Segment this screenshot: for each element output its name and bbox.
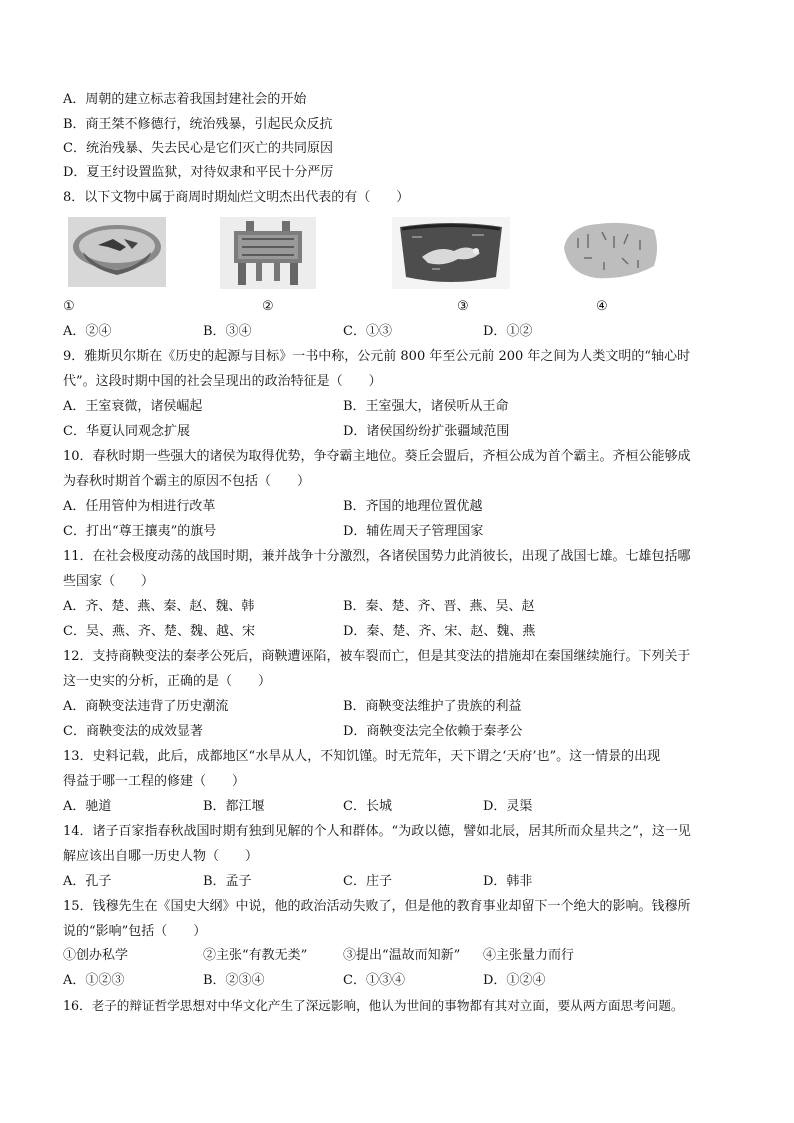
q11-option-d: D．秦、楚、齐、宋、赵、魏、燕 — [343, 624, 536, 639]
ivory-cup-icon — [392, 217, 510, 289]
q12-stem-line-2: 这一史实的分析，正确的是（ ） — [63, 674, 272, 689]
q15-stem-line-2: 说的“影响”包括（ ） — [63, 924, 207, 939]
q9-option-b: B．王室强大，诸侯听从王命 — [343, 399, 509, 414]
q10-option-a: A．任用管仲为相进行改革 — [63, 499, 216, 514]
oracle-bone-icon — [558, 218, 662, 284]
q15-item-2: ②主张“有教无类” — [203, 948, 308, 963]
q12-option-a: A．商鞅变法违背了历史潮流 — [63, 699, 229, 714]
q9-stem-line-1: 9．雅斯贝尔斯在《历史的起源与目标》一书中称，公元前 800 年至公元前 200 年之间为人类文明的“轴心时 — [63, 349, 691, 364]
q11-option-a: A．齐、楚、燕、秦、赵、魏、韩 — [63, 599, 255, 614]
q8-option-d: D．①② — [483, 324, 533, 339]
bronze-ding-icon — [220, 217, 316, 289]
q15-item-3: ③提出“温故而知新” — [343, 948, 461, 963]
q7-option-a: A．周朝的建立标志着我国封建社会的开始 — [63, 92, 307, 107]
q10-option-c: C．打出“尊王攘夷”的旗号 — [63, 524, 217, 539]
q15-option-b: B．②③④ — [203, 973, 265, 988]
artifact-label-2: ② — [262, 299, 274, 314]
q12-stem-line-1: 12．支持商鞅变法的秦孝公死后，商鞅遭诬陷，被车裂而亡，但是其变法的措施却在秦国继续施行。下列关于 — [63, 649, 691, 664]
q8-option-a: A．②④ — [63, 324, 112, 339]
q7-option-b: B．商王桀不修德行，统治残暴，引起民众反抗 — [63, 117, 333, 132]
q12-option-b: B．商鞅变法维护了贵族的利益 — [343, 699, 522, 714]
artifact-label-4: ④ — [596, 299, 608, 314]
q16-stem: 16．老子的辩证哲学思想对中华文化产生了深远影响，他认为世间的事物都有其对立面，要从两方面思考问题。 — [63, 998, 684, 1013]
q14-stem-line-2: 解应该出自哪一历史人物（ ） — [63, 849, 259, 864]
q9-option-d: D．诸侯国纷纷扩张疆域范围 — [343, 424, 510, 439]
q10-option-d: D．辅佐周天子管理国家 — [343, 524, 484, 539]
q13-option-a: A．驰道 — [63, 799, 112, 814]
q7-option-c: C．统治残暴、失去民心是它们灭亡的共同原因 — [63, 141, 333, 156]
q15-stem-line-1: 15．钱穆先生在《国史大纲》中说，他的政治活动失败了，但是他的教育事业却留下一个绝大的影响。钱穆所 — [63, 899, 691, 914]
q13-stem-line-1: 13．史料记载，此后，成都地区“水旱从人，不知饥馑。时无荒年，天下谓之‘天府’也”。这一情景的出现 — [63, 749, 661, 764]
q11-option-c: C．吴、燕、齐、楚、魏、越、宋 — [63, 624, 255, 639]
q8-option-c: C．①③ — [343, 324, 392, 339]
q10-stem-line-1: 10．春秋时期一些强大的诸侯为取得优势，争夺霸主地位。葵丘会盟后，齐桓公成为首个霸主。齐桓公能够成 — [63, 449, 691, 464]
q8-stem: 8．以下文物中属于商周时期灿烂文明杰出代表的有（ ） — [63, 190, 410, 205]
artifact-label-1: ① — [63, 299, 75, 314]
q13-option-b: B．都江堰 — [203, 799, 265, 814]
q8-option-b: B．③④ — [203, 324, 252, 339]
q14-option-d: D．韩非 — [483, 874, 533, 889]
q13-option-c: C．长城 — [343, 799, 392, 814]
q10-option-b: B．齐国的地理位置优越 — [343, 499, 483, 514]
q14-stem-line-1: 14．诸子百家指春秋战国时期有独到见解的个人和群体。“为政以德，譬如北辰，居其所而众星共之”，这一见 — [63, 824, 691, 839]
q15-item-4: ④主张量力而行 — [483, 948, 575, 963]
q9-stem-line-2: 代”。这段时期中国的社会呈现出的政治特征是（ ） — [63, 374, 382, 389]
q14-option-b: B．孟子 — [203, 874, 252, 889]
q14-option-c: C．庄子 — [343, 874, 392, 889]
q12-option-d: D．商鞅变法完全依赖于秦孝公 — [343, 724, 523, 739]
q10-stem-line-2: 为春秋时期首个霸主的原因不包括（ ） — [63, 474, 311, 489]
artifact-label-3: ③ — [457, 299, 469, 314]
pottery-basin-icon — [68, 217, 166, 287]
q11-stem-line-1: 11．在社会极度动荡的战国时期，兼并战争十分激烈，各诸侯国势力此消彼长，出现了战国七雄。七雄包括哪 — [63, 549, 691, 564]
q9-option-a: A．王室衰微，诸侯崛起 — [63, 399, 203, 414]
q15-option-c: C．①③④ — [343, 973, 405, 988]
q11-option-b: B．秦、楚、齐、晋、燕、吴、赵 — [343, 599, 535, 614]
q11-stem-line-2: 些国家（ ） — [63, 574, 155, 589]
q9-option-c: C．华夏认同观念扩展 — [63, 424, 190, 439]
q13-stem-line-2: 得益于哪一工程的修建（ ） — [63, 774, 246, 789]
q15-item-1: ①创办私学 — [63, 948, 129, 963]
q14-option-a: A．孔子 — [63, 874, 112, 889]
q13-option-d: D．灵渠 — [483, 799, 533, 814]
q12-option-c: C．商鞅变法的成效显著 — [63, 724, 203, 739]
q15-option-a: A．①②③ — [63, 973, 125, 988]
q15-option-d: D．①②④ — [483, 973, 546, 988]
q7-option-d: D．夏王纣设置监狱，对待奴隶和平民十分严厉 — [63, 165, 334, 180]
